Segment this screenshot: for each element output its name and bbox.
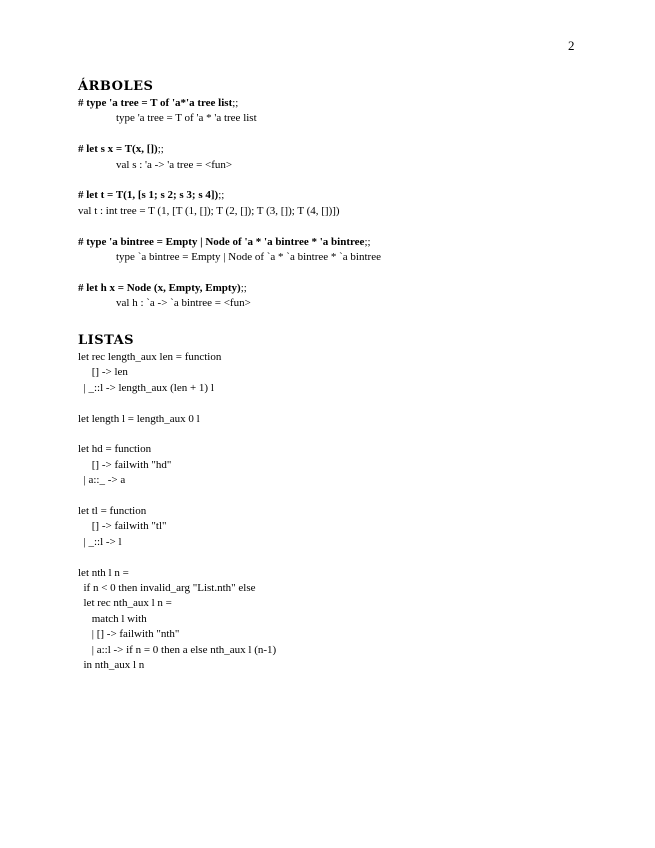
toplevel-response: val h : `a -> `a bintree = <fun> [116, 297, 251, 310]
input-terminator: ;; [232, 97, 239, 109]
toplevel-input [78, 188, 638, 203]
toplevel-entry [78, 281, 638, 312]
input-terminator: ;; [218, 189, 225, 202]
code-block-tl: let tl = function [] -> failwith "tl" | _::l -> l [78, 505, 167, 548]
page-number: 2 [568, 38, 575, 53]
input-terminator: ;; [240, 281, 247, 294]
toplevel-input [78, 235, 638, 250]
toplevel-response: val s : 'a -> 'a tree = <fun> [116, 158, 233, 171]
document-body [78, 77, 638, 673]
toplevel-input [78, 142, 638, 157]
input-terminator: ;; [157, 143, 164, 156]
toplevel-entry [78, 96, 638, 127]
code-block-length: let length l = length_aux 0 l [78, 412, 200, 425]
code-block-length-aux: let rec length_aux len = function [] -> len | _::l -> length_aux (len + 1) l [78, 351, 222, 394]
input-code: # let t = T(1, [s 1; s 2; s 3; s 4]) [78, 189, 219, 202]
input-code: # let h x = Node (x, Empty, Empty) [78, 281, 241, 294]
toplevel-entry [78, 142, 638, 173]
toplevel-input [78, 281, 638, 296]
code-block-hd: let hd = function [] -> failwith "hd" | a::_ -> a [78, 443, 172, 487]
input-code: # type 'a bintree = Empty | Node of 'a * 'a bintree * 'a bintree [78, 235, 365, 248]
toplevel-entry [78, 188, 638, 219]
code-block-nth: let nth l n = if n < 0 then invalid_arg "List.nth" else let rec nth_aux l n = match l with | [] -> failwith "nth" | a::l -> if n = 0 then a else nth_aux l (n-1) in nth_aux l n [78, 566, 277, 672]
toplevel-response: val t : int tree = T (1, [T (1, []); T (2, []); T (3, []); T (4, [])]) [78, 204, 340, 217]
input-terminator: ;; [364, 235, 371, 248]
input-code: # type 'a tree = T of 'a*'a tree list [78, 97, 233, 109]
section-title-listas: LISTAS [78, 333, 135, 349]
toplevel-input [78, 96, 638, 111]
section-title-arboles: ÁRBOLES [78, 79, 154, 94]
toplevel-response: type `a bintree = Empty | Node of `a * `a bintree * `a bintree [116, 251, 381, 264]
toplevel-response: type 'a tree = T of 'a * 'a tree list [116, 112, 257, 125]
toplevel-entry [78, 235, 638, 266]
input-code: # let s x = T(x, []) [78, 143, 158, 156]
